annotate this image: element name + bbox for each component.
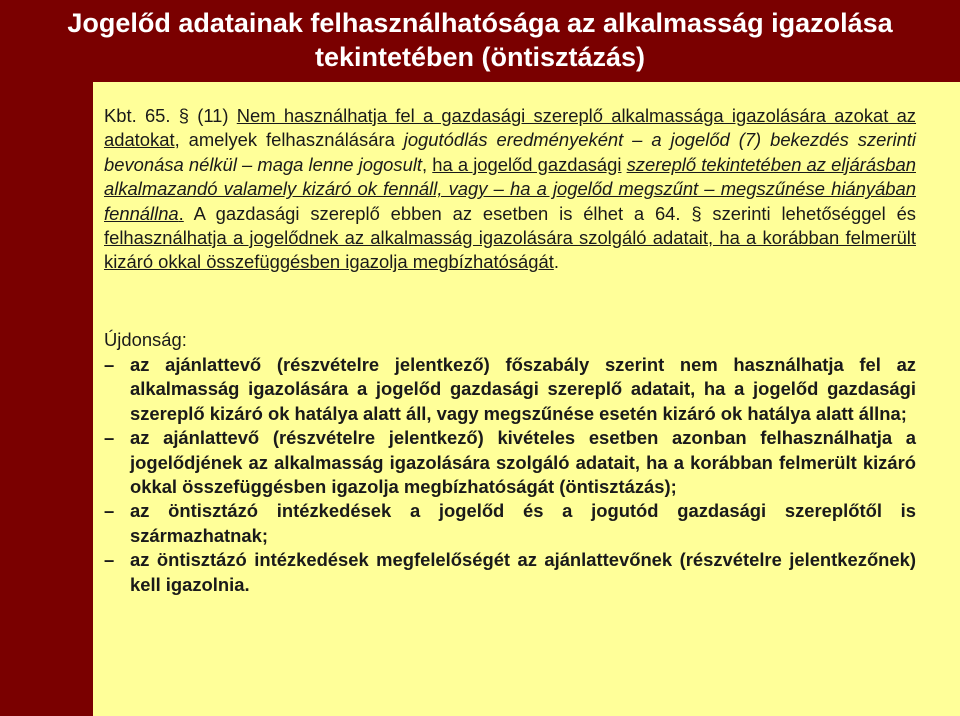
paragraph-text-2: (11) [188,105,237,126]
paragraph-underlined-italic: szereplő tekintetében az eljárásban alkalmazandó valamely kizáró ok fennáll, vagy – ha a jogelőd megszűnt – megszűnése hiányában fennállna [104,153,916,224]
law-paragraph [104,104,916,275]
list-item-text: az ajánlattevő (részvételre jelentkező) kivételes esetben azonban felhasználhatja a jogelődjének az alkalmasság igazolására szolgáló adatait, ha a korábban felmerült kizáró okkal összefüggésben igazolja megbízhatóságát (öntisztázás); [130,427,916,498]
list-item [104,353,916,426]
dash-bullet: – [104,427,115,449]
paragraph-text-6: szerinti lehetőséggel és [701,202,916,224]
paragraph-underlined-4: felhasználhatja a jogelődnek az alkalmasság igazolására szolgáló adatait, ha a korábban felmerült kizáró okkal összefüggésben igazolja megbízhatóságát [104,227,916,273]
list-item-text: az öntisztázó intézkedések megfelelőségét az ajánlattevőnek (részvételre jelentkezőnek) kell igazolnia. [130,549,916,595]
novelty-heading: Újdonság: [104,329,187,350]
dash-bullet: – [104,500,115,522]
dash-bullet: – [104,549,115,571]
slide-title-line-2: tekintetében (öntisztázás) [314,42,646,72]
list-item [104,426,916,499]
paragraph-underlined-1: Nem használhatja fel a gazdasági szereplő alkalmassága igazolására azokat az adatokat [104,105,917,151]
section-sign: § [178,105,189,126]
slide-title-line-1: Jogelőd adatainak felhasználhatósága az alkalmasság igazolása [67,8,893,38]
paragraph-text-1: Kbt. 65. [104,105,179,126]
section-sign-2: § [691,202,702,224]
paragraph-text-4: , [422,153,433,175]
paragraph-text-7: . [553,251,559,273]
dash-bullet: – [104,354,115,375]
slide-title [0,0,960,80]
paragraph-underlined-2: ha a jogelőd gazdasági [432,153,622,175]
list-item-text: az öntisztázó intézkedések a jogelőd és a jogutód gazdasági szereplőtől is származhatnak; [130,500,916,546]
paragraph-underlined-3: . [178,202,184,224]
paragraph-text-5: A gazdasági szereplő ebben az esetben is élhet a 64. [183,202,692,224]
novelty-list [104,353,916,597]
paragraph-italic-1: jogutódlás eredményeként – a jogelőd (7) bekezdés szerinti bevonása nélkül – maga lenne jogosult [104,129,917,175]
paragraph-text-3: , amelyek felhasználására [174,129,404,151]
list-item-text: az ajánlattevő (részvételre jelentkező) főszabály szerint nem használhatja fel az alkalmasság igazolására a jogelőd gazdasági szereplő adatait, ha a jogelőd gazdasági szereplő kizáró ok hatálya alatt áll, vagy megszűnése esetén kizáró ok hatálya alatt állna; [130,354,916,424]
list-item [104,548,916,597]
list-item [104,499,916,548]
